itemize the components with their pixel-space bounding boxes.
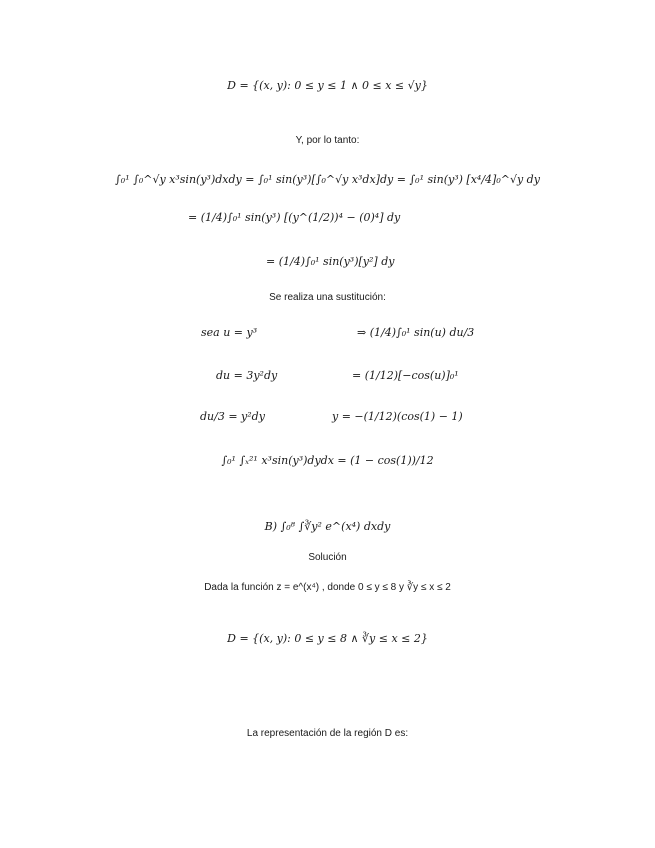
substitution-left-2: du = 3y²dy bbox=[216, 369, 278, 382]
substitution-left-3: du/3 = y²dy bbox=[200, 410, 265, 423]
substitution-right-2: = (1/12)[−cos(u)]₀¹ bbox=[352, 369, 459, 382]
part-b-integral: B) ∫₀⁸ ∫∛y² e^(x⁴) dxdy bbox=[264, 520, 391, 533]
sustitucion-text: Se realiza una sustitución: bbox=[269, 292, 386, 303]
function-statement: Dada la función z = e^(x⁴) , donde 0 ≤ y ≤ 8 y ∛y ≤ x ≤ 2 bbox=[204, 582, 451, 593]
final-result-equation: ∫₀¹ ∫ₓ²¹ x³sin(y³)dydx = (1 − cos(1))/12 bbox=[221, 454, 434, 467]
substitution-right-1: ⇒ (1/4)∫₀¹ sin(u) du/3 bbox=[357, 326, 475, 339]
equation-line-2: = (1/4)∫₀¹ sin(y³) [(y^(1/2))⁴ − (0)⁴] dy bbox=[188, 211, 401, 224]
por-lo-tanto-text: Y, por lo tanto: bbox=[295, 135, 360, 146]
solucion-heading: Solución bbox=[308, 552, 347, 563]
substitution-right-3: y = −(1/12)(cos(1) − 1) bbox=[332, 410, 463, 423]
region-definition-1: D = {(x, y): 0 ≤ y ≤ 1 ∧ 0 ≤ x ≤ √y} bbox=[227, 79, 428, 92]
substitution-left-1: sea u = y³ bbox=[201, 326, 258, 339]
region-definition-2: D = {(x, y): 0 ≤ y ≤ 8 ∧ ∛y ≤ x ≤ 2} bbox=[227, 632, 428, 645]
equation-line-3: = (1/4)∫₀¹ sin(y³)[y²] dy bbox=[266, 255, 395, 268]
region-representation-text: La representación de la región D es: bbox=[246, 728, 409, 739]
equation-line-1: ∫₀¹ ∫₀^√y x³sin(y³)dxdy = ∫₀¹ sin(y³)[∫₀^√y x³dx]dy = ∫₀¹ sin(y³) [x⁴/4]₀^√y dy bbox=[115, 173, 540, 186]
